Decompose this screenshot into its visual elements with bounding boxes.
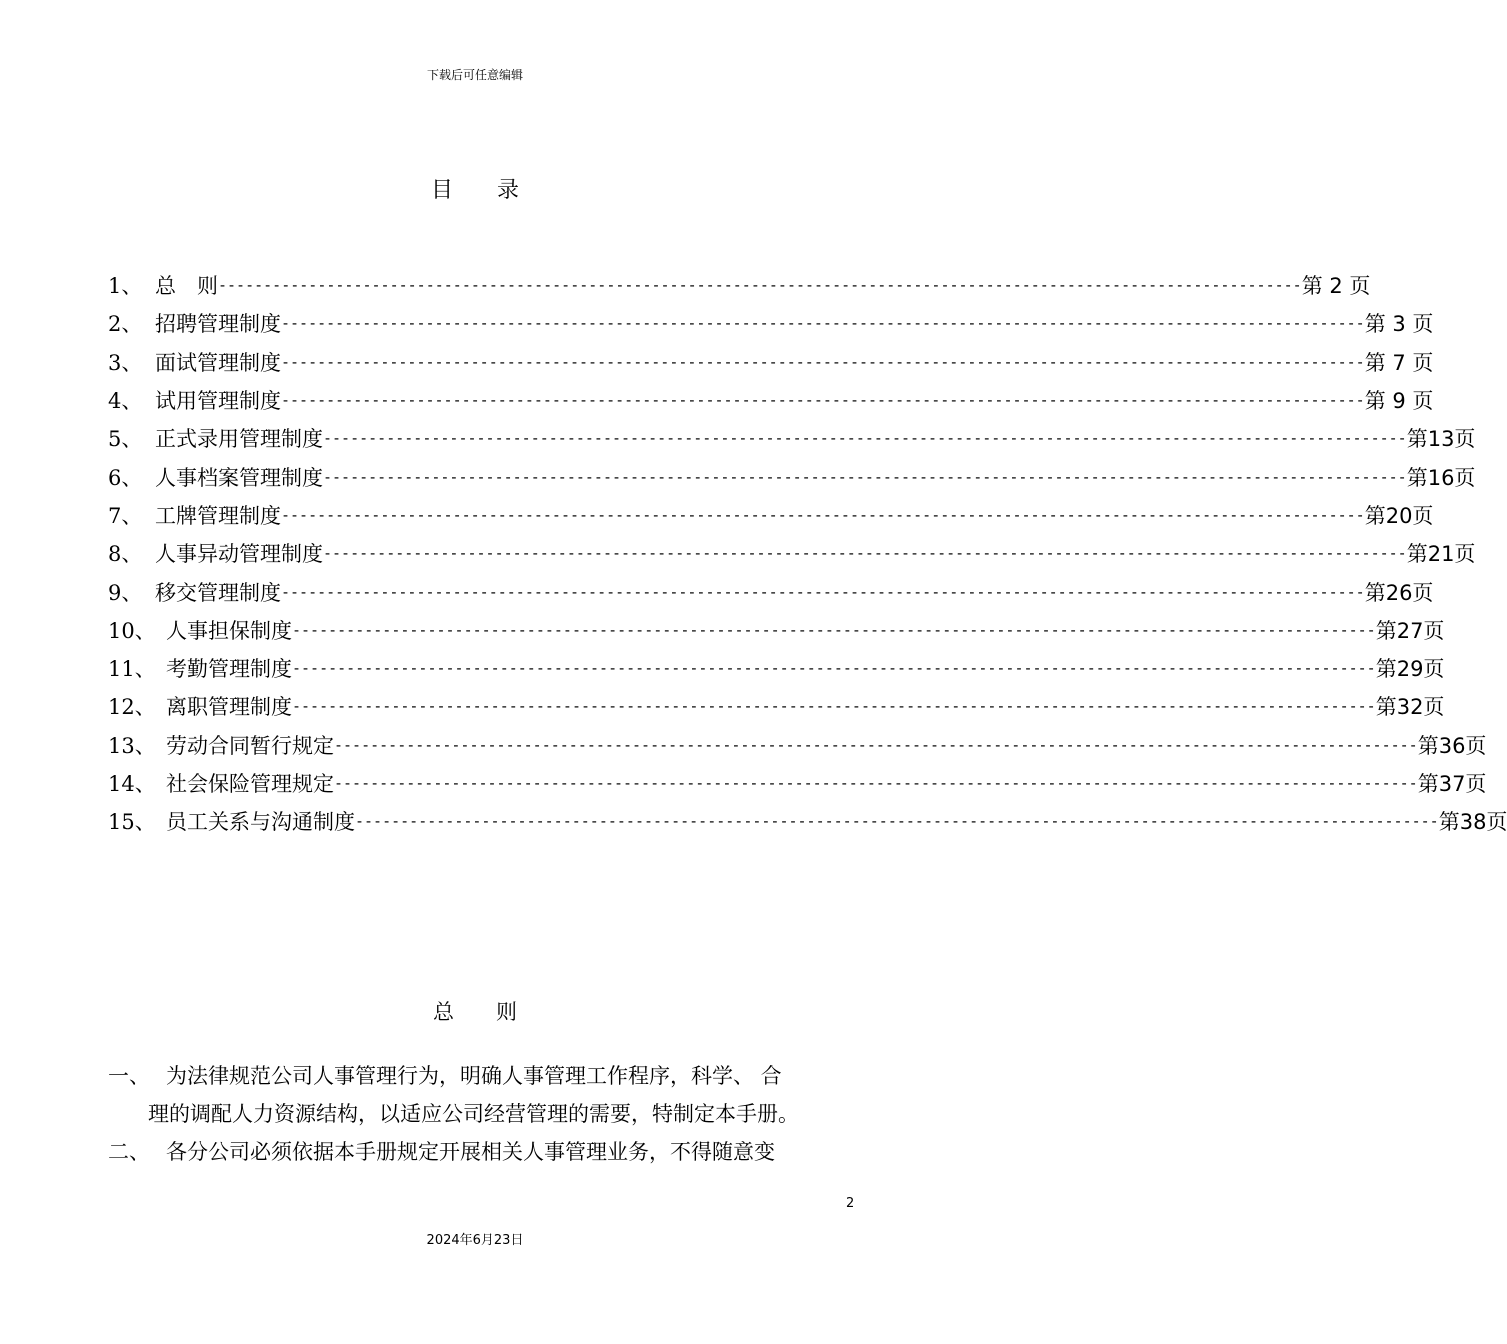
toc-entry (108, 572, 1434, 610)
paragraph-number: 二、 (108, 1140, 150, 1164)
toc-entry-number: 8、 (108, 542, 143, 567)
toc-entry-page: 第20页 (1364, 503, 1434, 528)
toc-leader-dashes: ------------------------------------------------------------------------------------------------------------------------ (292, 620, 1376, 639)
toc-entry-number: 10、 (108, 618, 156, 643)
toc-entry-page: 第29页 (1375, 657, 1445, 682)
toc-entry-number: 14、 (108, 772, 156, 796)
toc-entry-title: 考勤管理制度 (166, 657, 292, 682)
paragraph-number: 一、 (108, 1064, 150, 1088)
toc-entry-page: 第 2 页 (1301, 274, 1371, 299)
toc-leader-dashes: ------------------------------------------------------------------------------------------------------------------------ (355, 812, 1439, 831)
toc-leader-dashes: ------------------------------------------------------------------------------------------------------------------------ (323, 429, 1407, 448)
toc-leader-dashes: ------------------------------------------------------------------------------------------------------------------------ (334, 774, 1418, 792)
toc-leader-dashes: ------------------------------------------------------------------------------------------------------------------------ (323, 544, 1407, 563)
table-of-contents (108, 266, 1507, 840)
toc-leader-dashes: ------------------------------------------------------------------------------------------------------------------------ (334, 735, 1418, 754)
toc-entry-page: 第 3 页 (1364, 312, 1434, 337)
section-title: 总则 (433, 1000, 559, 1024)
toc-entry-number: 9、 (108, 580, 143, 605)
toc-entry (108, 381, 1434, 419)
toc-leader-dashes: ------------------------------------------------------------------------------------------------------------------------ (281, 391, 1365, 410)
toc-entry (108, 687, 1445, 725)
toc-entry-title: 人事担保制度 (166, 618, 292, 643)
toc-entry-page: 第37页 (1417, 772, 1487, 796)
toc-leader-dashes: ------------------------------------------------------------------------------------------------------------------------ (292, 697, 1376, 716)
toc-leader-dashes: ------------------------------------------------------------------------------------------------------------------------ (281, 314, 1365, 333)
toc-entry (108, 534, 1476, 572)
toc-entry-number: 7、 (108, 503, 143, 528)
toc-entry-page: 第 9 页 (1364, 389, 1434, 414)
toc-entry-page: 第26页 (1364, 580, 1434, 605)
toc-entry-title: 总 则 (155, 274, 218, 299)
toc-entry-title: 面试管理制度 (155, 350, 281, 375)
toc-entry (108, 304, 1434, 342)
footer-date: 2024年6月23日 (426, 1233, 524, 1248)
toc-entry-page: 第 7 页 (1364, 350, 1434, 375)
toc-entry-title: 社会保险管理规定 (166, 772, 334, 796)
toc-entry (108, 266, 1371, 304)
page-number: 2 (846, 1196, 855, 1211)
paragraph (108, 1133, 858, 1171)
toc-leader-dashes: ------------------------------------------------------------------------------------------------------------------------ (218, 276, 1302, 295)
toc-title: 目录 (430, 178, 563, 203)
paragraph-line: 为法律规范公司人事管理行为，明确人事管理工作程序，科学、 合 (166, 1064, 782, 1088)
toc-entry-title: 招聘管理制度 (155, 312, 281, 337)
toc-leader-dashes: ------------------------------------------------------------------------------------------------------------------------ (281, 582, 1365, 601)
toc-entry-page: 第36页 (1417, 733, 1487, 758)
toc-leader-dashes: ------------------------------------------------------------------------------------------------------------------------ (281, 352, 1365, 371)
toc-entry-title: 人事异动管理制度 (155, 542, 323, 567)
body-text (108, 1057, 858, 1171)
toc-entry (108, 419, 1476, 457)
toc-entry-page: 第27页 (1375, 618, 1445, 643)
toc-entry-number: 15、 (108, 810, 156, 835)
toc-entry (108, 764, 1487, 802)
paragraph-continuation: 理的调配人力资源结构，以适应公司经营管理的需要，特制定本手册。 (148, 1102, 799, 1126)
toc-entry-page: 第38页 (1438, 810, 1507, 835)
toc-entry (108, 726, 1487, 764)
toc-leader-dashes: ------------------------------------------------------------------------------------------------------------------------ (323, 467, 1407, 486)
toc-entry-title: 正式录用管理制度 (155, 427, 323, 452)
toc-entry-number: 11、 (108, 657, 156, 682)
toc-entry-page: 第13页 (1406, 427, 1476, 452)
toc-entry (108, 611, 1445, 649)
toc-entry-number: 12、 (108, 695, 156, 720)
toc-entry-number: 1、 (108, 274, 143, 299)
toc-entry-title: 人事档案管理制度 (155, 465, 323, 490)
toc-entry-title: 离职管理制度 (166, 695, 292, 720)
toc-entry (108, 496, 1434, 534)
toc-entry-title: 工牌管理制度 (155, 503, 281, 528)
toc-entry-number: 5、 (108, 427, 143, 452)
toc-entry-number: 4、 (108, 389, 143, 414)
toc-entry-page: 第21页 (1406, 542, 1476, 567)
toc-entry-number: 13、 (108, 733, 156, 758)
toc-entry-page: 第32页 (1375, 695, 1445, 720)
toc-leader-dashes: ------------------------------------------------------------------------------------------------------------------------ (292, 659, 1376, 678)
toc-entry-title: 员工关系与沟通制度 (166, 810, 355, 835)
toc-leader-dashes: ------------------------------------------------------------------------------------------------------------------------ (281, 505, 1365, 524)
toc-entry (108, 649, 1445, 687)
paragraph-line: 各分公司必须依据本手册规定开展相关人事管理业务，不得随意变 (166, 1140, 775, 1164)
toc-entry-title: 试用管理制度 (155, 389, 281, 414)
toc-entry-page: 第16页 (1406, 465, 1476, 490)
header-note: 下载后可任意编辑 (426, 68, 523, 82)
toc-entry-title: 移交管理制度 (155, 580, 281, 605)
toc-entry-number: 2、 (108, 312, 143, 337)
toc-entry-number: 3、 (108, 350, 143, 375)
toc-entry (108, 343, 1434, 381)
toc-entry (108, 802, 1507, 840)
paragraph (108, 1057, 858, 1095)
toc-entry-number: 6、 (108, 465, 143, 490)
toc-entry (108, 457, 1476, 495)
toc-entry-title: 劳动合同暂行规定 (166, 733, 334, 758)
